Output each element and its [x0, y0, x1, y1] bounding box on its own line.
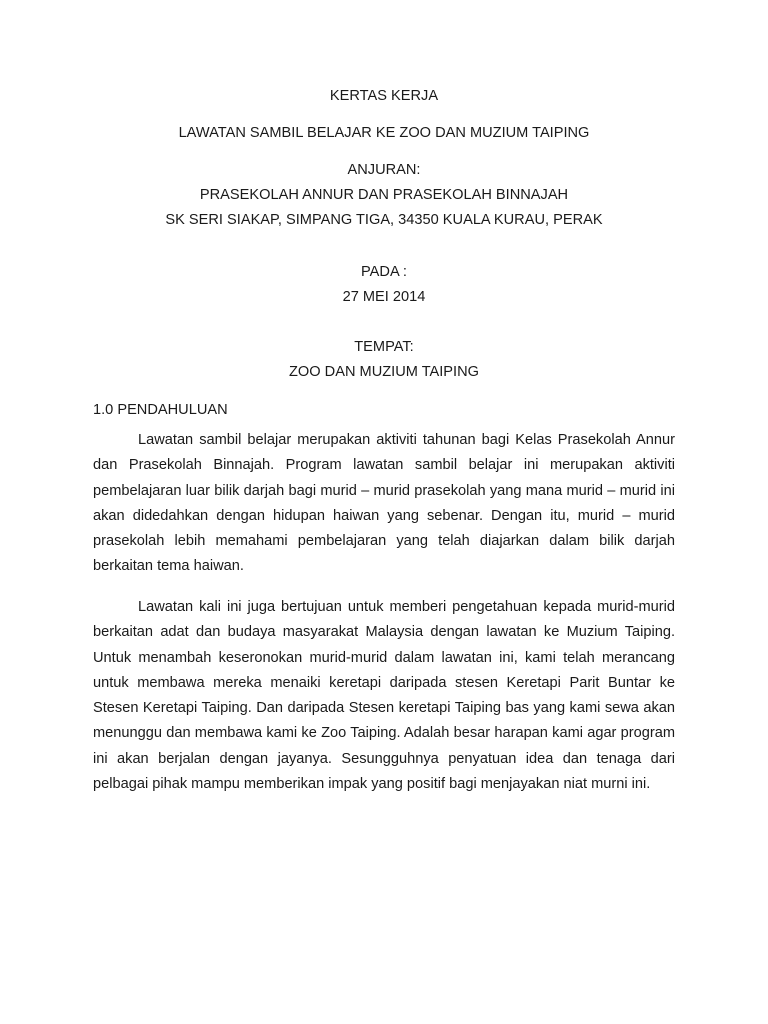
document-subtitle: LAWATAN SAMBIL BELAJAR KE ZOO DAN MUZIUM TAIPING: [178, 125, 590, 141]
venue-label: TEMPAT:: [354, 339, 414, 355]
organizer-label: ANJURAN:: [347, 162, 421, 178]
paragraph-purpose: [93, 595, 675, 797]
section-heading: 1.0 PENDAHULUAN: [93, 402, 228, 418]
organizer-address: SK SERI SIAKAP, SIMPANG TIGA, 34350 KUALA KURAU, PERAK: [165, 212, 603, 228]
date-value: 27 MEI 2014: [342, 289, 426, 305]
organizer-name: PRASEKOLAH ANNUR DAN PRASEKOLAH BINNAJAH: [199, 187, 569, 203]
paragraph-introduction: [93, 428, 675, 580]
paragraph-1-text: Lawatan sambil belajar merupakan aktiviti tahunan bagi Kelas Prasekolah Annur dan Prasekolah Binnajah. Program lawatan sambil belajar ini merupakan aktiviti pembelajaran luar bilik darjah bagi murid – murid prasekolah yang mana murid – murid ini akan didedahkan dengan hidupan haiwan yang sebenar. Dengan itu, murid – murid prasekolah lebih memahami pembelajaran yang telah diajarkan dalam bilik darjah berkaitan tema haiwan.: [93, 432, 675, 575]
paragraph-2-text: Lawatan kali ini juga bertujuan untuk memberi pengetahuan kepada murid-murid berkaitan adat dan budaya masyarakat Malaysia dengan lawatan ke Muzium Taiping. Untuk menambah keseronokan murid-murid dalam lawatan ini, kami telah merancang untuk membawa mereka menaiki keretapi daripada stesen Keretapi Parit Buntar ke Stesen Keretapi Taiping. Dan daripada Stesen keretapi Taiping bas yang kami sewa akan menunggu dan membawa kami ke Zoo Taiping. Adalah besar harapan kami agar program ini akan berjalan dengan jayanya. Sesungguhnya penyatuan idea dan tenaga dari pelbagai pihak mampu memberikan impak yang positif bagi menjayakan niat murni ini.: [93, 599, 675, 793]
document-title: KERTAS KERJA: [329, 88, 439, 104]
date-label: PADA :: [361, 264, 407, 280]
venue-value: ZOO DAN MUZIUM TAIPING: [289, 364, 479, 380]
